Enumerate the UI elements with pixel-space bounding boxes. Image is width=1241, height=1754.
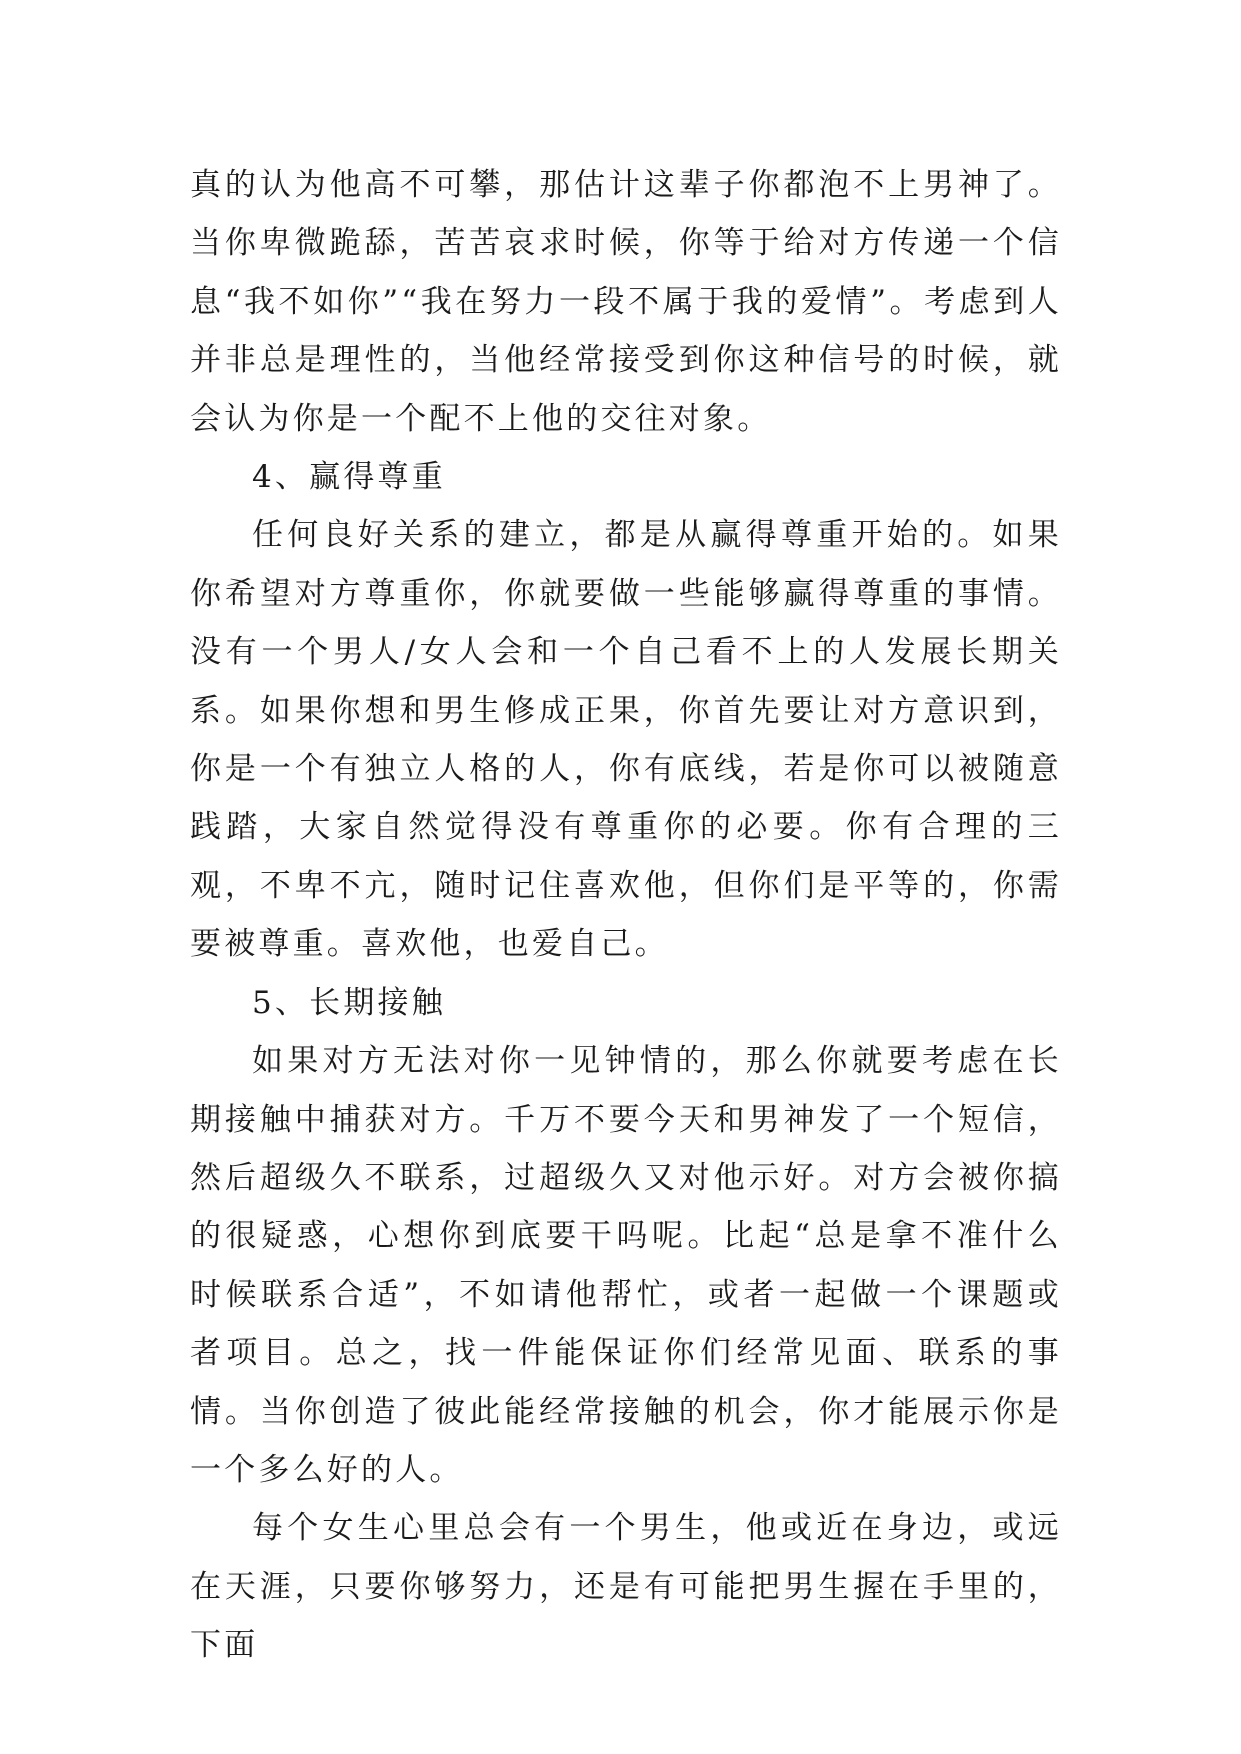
section-heading-long-term-contact: 5、长期接触 xyxy=(252,984,446,1021)
paragraph-closing: 每个女生心里总会有一个男生，他或近在身边，或远在天涯，只要你够努力，还是有可能把男生握在手里的，下面 xyxy=(190,1510,1062,1664)
paragraph-long-term-contact: 如果对方无法对你一见钟情的，那么你就要考虑在长期接触中捕获对方。千万不要今天和男神发了一个短信，然后超级久不联系，过超级久又对他示好。对方会被你搞的很疑惑，心想你到底要干吗呢。比起“总是拿不准什么时候联系合适”，不如请他帮忙，或者一起做一个课题或者项目。总之，找一件能保证你们经常见面、联系的事情。当你创造了彼此能经常接触的机会，你才能展示你是一个多么好的人。 xyxy=(190,1043,1062,1488)
paragraph-respect: 任何良好关系的建立，都是从赢得尊重开始的。如果你希望对方尊重你，你就要做一些能够赢得尊重的事情。没有一个男人/女人会和一个自己看不上的人发展长期关系。如果你想和男生修成正果，你首先要让对方意识到，你是一个有独立人格的人，你有底线，若是你可以被随意践踏，大家自然觉得没有尊重你的必要。你有合理的三观，不卑不亢，随时记住喜欢他，但你们是平等的，你需要被尊重。喜欢他，也爱自己。 xyxy=(190,517,1062,963)
paragraph-continuation: 真的认为他高不可攀，那估计这辈子你都泡不上男神了。当你卑微跪舔，苦苦哀求时候，你等于给对方传递一个信息“我不如你”“我在努力一段不属于我的爱情”。考虑到人并非总是理性的，当他经常接受到你这种信号的时候，就会认为你是一个配不上他的交往对象。 xyxy=(190,167,1062,437)
section-heading-respect: 4、赢得尊重 xyxy=(252,459,446,496)
document-body xyxy=(190,156,1062,1675)
